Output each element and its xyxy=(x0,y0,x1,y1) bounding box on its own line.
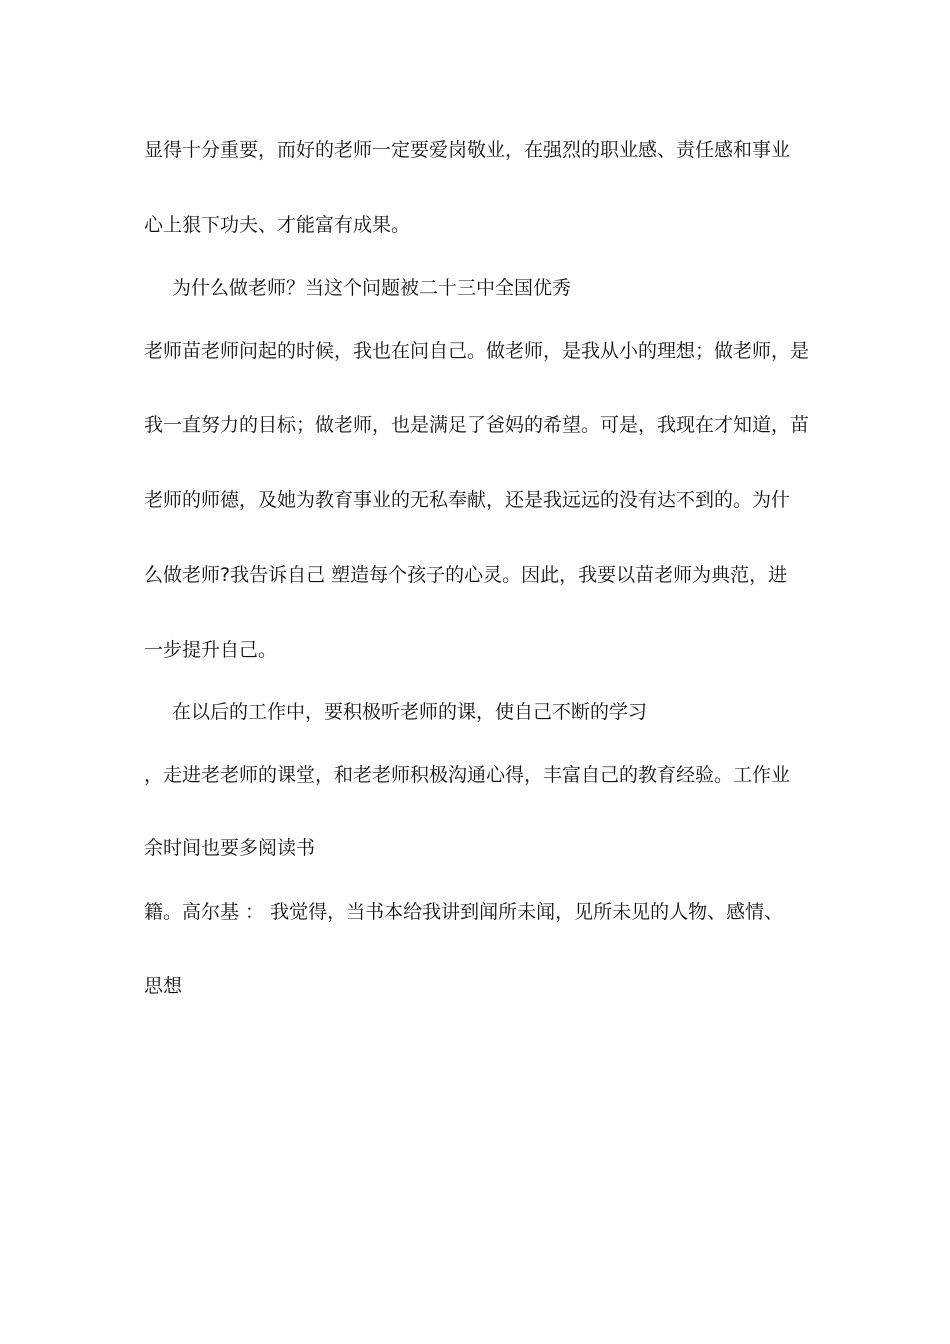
text-line-8: 一步提升自己。 xyxy=(144,639,278,661)
text-line-13: 思想 xyxy=(144,975,183,997)
text-line-10: ，走进老老师的课堂，和老老师积极沟通心得，丰富自己的教育经验。工作业 xyxy=(144,764,791,786)
text-line-3: 为什么做老师？当这个问题被二十三中全国优秀 xyxy=(172,277,572,299)
text-line-7: 么做老师?我告诉自己 塑造每个孩子的心灵。因此，我要以苗老师为典范，进 xyxy=(144,564,788,586)
text-line-2: 心上狠下功夫、才能富有成果。 xyxy=(144,214,411,236)
text-line-5: 我一直努力的目标；做老师，也是满足了爸妈的希望。可是，我现在才知道，苗 xyxy=(144,414,810,436)
text-line-12: 籍。高尔基 ： 我觉得，当书本给我讲到闻所未闻，见所未见的人物、感情、 xyxy=(144,901,784,923)
text-line-4: 老师苗老师问起的时候，我也在问自己。做老师，是我从小的理想；做老师，是 xyxy=(144,340,810,362)
text-line-6: 老师的师德，及她为教育事业的无私奉献，还是我远远的没有达不到的。为什 xyxy=(144,489,791,511)
text-line-11: 余时间也要多阅读书 xyxy=(144,837,316,859)
text-line-1: 显得十分重要，而好的老师一定要爱岗敬业，在强烈的职业感、责任感和事业 xyxy=(144,139,791,161)
text-line-9: 在以后的工作中，要积极听老师的课，使自己不断的学习 xyxy=(172,701,648,723)
